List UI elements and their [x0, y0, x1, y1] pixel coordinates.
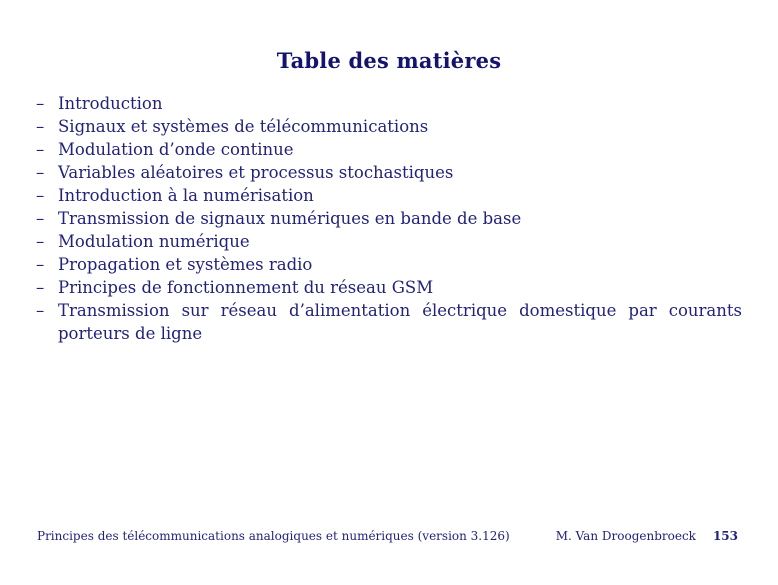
- toc-item-dash: –: [36, 186, 45, 205]
- toc-item: [36, 184, 742, 207]
- toc-item: [36, 161, 742, 184]
- toc-item-label: Introduction: [58, 94, 163, 113]
- toc-item-label: Propagation et systèmes radio: [58, 255, 313, 274]
- slide-title: Table des matières: [276, 48, 502, 73]
- toc-item-label: Modulation numérique: [58, 232, 250, 251]
- toc-item: [36, 207, 742, 230]
- toc-item-dash: –: [36, 278, 45, 297]
- toc-item-label: Transmission de signaux numériques en bande de base: [58, 209, 522, 228]
- toc-item-dash: –: [36, 94, 45, 113]
- slide-footer: [37, 529, 738, 544]
- toc-item-dash: –: [36, 301, 45, 320]
- toc-item-dash: –: [36, 209, 45, 228]
- toc-item: [36, 92, 742, 115]
- footer-page-number: 153: [712, 529, 738, 543]
- toc-item-label: Signaux et systèmes de télécommunications: [58, 117, 429, 136]
- toc-item: [36, 230, 742, 253]
- footer-course-title: Principes des télécommunications analogiques et numériques (version 3.126): [37, 529, 510, 543]
- toc-item-dash: –: [36, 232, 45, 251]
- footer-right-group: [556, 529, 738, 544]
- toc-item-dash: –: [36, 255, 45, 274]
- toc-item-dash: –: [36, 163, 45, 182]
- toc-item: [36, 276, 742, 299]
- toc-item-label: Introduction à la numérisation: [58, 186, 314, 205]
- toc-item-label: Variables aléatoires et processus stochastiques: [58, 163, 454, 182]
- toc-item: [36, 299, 742, 345]
- toc-item-label: Principes de fonctionnement du réseau GSM: [58, 278, 434, 297]
- toc-item-dash: –: [36, 117, 45, 136]
- toc-item-dash: –: [36, 140, 45, 159]
- toc-item-label: Transmission sur réseau d’alimentation électrique domestique par courants porteurs de ligne: [58, 301, 742, 343]
- toc-item: [36, 253, 742, 276]
- toc-item: [36, 115, 742, 138]
- toc-item-label: Modulation d’onde continue: [58, 140, 294, 159]
- toc-list: [36, 92, 742, 345]
- toc-item: [36, 138, 742, 161]
- footer-author: M. Van Droogenbroeck: [555, 529, 696, 543]
